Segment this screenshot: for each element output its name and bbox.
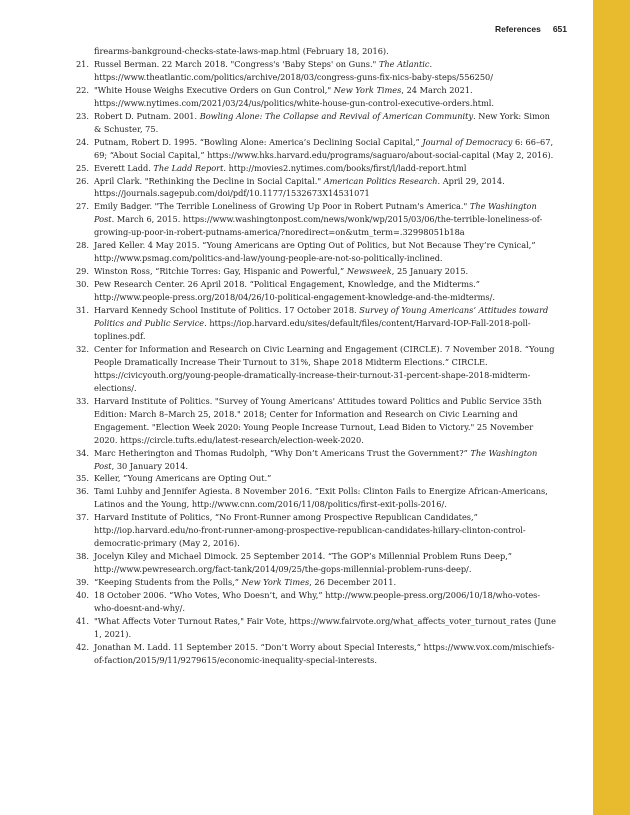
reference-text-tail: . New York: Simon & Schuster, 75.: [94, 110, 550, 134]
reference-text: Robert D. Putnam. 2001.: [94, 110, 200, 121]
reference-italic-title: Newsweek: [346, 266, 392, 277]
reference-text: Harvard Institute of Politics, “No Front-Runner among Prospective Republican Candidates,” http://iop.harvard.edu/no-front-runner-among-prospective-republican-candidates-hillary-clinton-control-democratic-primary (May 2, 2016).: [94, 512, 526, 549]
reference-italic-title: The Washington Post: [94, 447, 538, 471]
reference-italic-title: The Washington Post: [94, 201, 537, 225]
reference-text: Everett Ladd.: [94, 162, 154, 173]
reference-text: Jocelyn Kiley and Michael Dimock. 25 September 2014. “The GOP’s Millennial Problem Runs Deep,” http://www.pewresearch.org/fact-tank/2014/09/25/the-gops-millennial-problem-runs-deep/.: [94, 551, 512, 575]
reference-number: 28.: [75, 240, 89, 251]
reference-number: 23.: [75, 110, 89, 121]
reference-number: 39.: [75, 577, 89, 588]
reference-number: 27.: [75, 201, 89, 212]
reference-number: 38.: [75, 551, 89, 562]
reference-item: [70, 589, 556, 615]
reference-number: 25.: [75, 162, 89, 173]
reference-number: 26.: [75, 175, 89, 186]
reference-text: Jonathan M. Ladd. 11 September 2015. “Don’t Worry about Special Interests,” https://www.vox.com/mischiefs-of-faction/2015/9/11/9279615/economic-inequality-special-interests.: [94, 641, 555, 665]
reference-text: Winston Ross, “Ritchie Torres: Gay, Hispanic and Powerful,”: [94, 266, 347, 277]
reference-italic-title: The Atlantic: [378, 58, 430, 69]
reference-number: 21.: [75, 58, 89, 69]
reference-text: Keller, “Young Americans are Opting Out.”: [94, 473, 272, 484]
reference-item: [70, 472, 556, 485]
reference-item: [70, 550, 556, 576]
reference-item: [70, 485, 556, 511]
reference-item: [70, 162, 556, 175]
reference-italic-title: The Ladd Report: [153, 162, 224, 173]
reference-item: [70, 615, 556, 641]
reference-text: 18 October 2006. “Who Votes, Who Doesn’t, and Why,” http://www.people-press.org/2006/10/18/who-votes-who-doesnt-and-why/.: [94, 590, 541, 613]
reference-item: [70, 58, 556, 84]
reference-text: Marc Hetherington and Thomas Rudolph, “Why Don’t Americans Trust the Government?”: [94, 447, 471, 458]
reference-text: “Keeping Students from the Polls,”: [94, 577, 242, 588]
page-number: 651: [552, 24, 567, 34]
reference-text: April Clark. "Rethinking the Decline in Social Capital.": [94, 175, 324, 186]
reference-number: 22.: [75, 84, 89, 95]
reference-text-tail: . https://www.theatlantic.com/politics/archive/2018/03/congress-guns-fix-nics-baby-steps/556250/: [94, 58, 494, 82]
reference-text: "White House Weighs Executive Orders on Gun Control,": [94, 84, 334, 95]
reference-number: 35.: [75, 473, 89, 484]
reference-item: [70, 175, 556, 201]
reference-number: 32.: [75, 343, 89, 354]
reference-text: Center for Information and Research on Civic Learning and Engagement (CIRCLE). 7 November 2018. “Young People Dramatically Increase Their Turnout to 31%, Shape 2018 Midterm Elections.” CIRCLE. https://civicyouth.org/young-people-dramatically-increase-their-turnout-31-percent-shape-2018-midterm-elections/.: [94, 343, 555, 393]
reference-list: [70, 45, 556, 667]
reference-item: [70, 641, 556, 667]
reference-text-tail: , 25 January 2015.: [391, 266, 469, 277]
reference-italic-title: Bowling Alone: The Collapse and Revival of American Community: [199, 110, 474, 121]
running-header: [495, 24, 567, 34]
reference-text-tail: , 26 December 2011.: [309, 577, 397, 588]
reference-number: 24.: [75, 136, 89, 147]
reference-item: [70, 304, 556, 343]
reference-italic-title: New York Times: [241, 577, 310, 588]
reference-item: [70, 511, 556, 550]
reference-text-tail: , 30 January 2014.: [111, 460, 189, 471]
reference-italic-title: American Politics Research: [323, 175, 438, 186]
reference-item: [70, 447, 556, 473]
reference-text-tail: 6: 66–67, 69; “About Social Capital,” https://www.hks.harvard.edu/programs/saguaro/about-social-capital (May 2, 2016).: [94, 136, 554, 160]
reference-text: Harvard Institute of Politics. "Survey of Young Americans' Attitudes toward Politics and Public Service 35th Edition: March 8–March 25, 2018." 2018; Center for Information and Research on Civic Learning and Engagement. "Election Week 2020: Young People Increase Turnout, Lead Biden to Victory." 25 November 2020. https://circle.tufts.edu/latest-research/election-week-2020.: [94, 395, 542, 445]
reference-number: 37.: [75, 512, 89, 523]
reference-text: Tami Luhby and Jennifer Agiesta. 8 November 2016. “Exit Polls: Clinton Fails to Energize African-Americans, Latinos and the Young, http://www.cnn.com/2016/11/08/politics/first-exit-polls-2016/.: [94, 486, 548, 510]
reference-text-tail: . https://iop.harvard.edu/sites/default/files/content/Harvard-IOP-Fall-2018-poll-toplines.pdf.: [94, 318, 531, 341]
reference-text: Emily Badger. "The Terrible Loneliness of Growing Up Poor in Robert Putnam's America.": [94, 201, 470, 212]
reference-text: Jared Keller. 4 May 2015. “Young Americans are Opting Out of Politics, but Not Because They’re Cynical,” http://www.psmag.com/politics-and-law/young-people-are-not-so-politically-inclined.: [94, 240, 536, 264]
reference-italic-title: Survey of Young Americans’ Attitudes toward Politics and Public Service: [94, 305, 549, 329]
reference-text: Harvard Kennedy School Institute of Politics. 17 October 2018.: [94, 305, 360, 316]
reference-italic-title: New York Times: [333, 84, 402, 95]
reference-number: 34.: [75, 447, 89, 458]
reference-item: [70, 265, 556, 278]
reference-item: [70, 136, 556, 162]
reference-item: [70, 576, 556, 589]
reference-item: [70, 395, 556, 447]
reference-text: Putnam, Robert D. 1995. “Bowling Alone: America’s Declining Social Capital,”: [94, 136, 423, 147]
reference-text-tail: . March 6, 2015. https://www.washingtonpost.com/news/wonk/wp/2015/03/06/the-terrible-loneliness-of-growing-up-poor-in-robert-putnams-america/?noredirect=on&utm_term=.32998051b18a: [94, 214, 543, 238]
reference-text: Pew Research Center. 26 April 2018. “Political Engagement, Knowledge, and the Midterms.” http://www.people-press.org/2018/04/26/10-political-engagement-knowledge-and-the-midterms/.: [94, 279, 495, 303]
reference-text: Russel Berman. 22 March 2018. "Congress's 'Baby Steps' on Guns.": [94, 58, 379, 69]
reference-item: [70, 84, 556, 110]
reference-item: [70, 239, 556, 265]
page-edge-color-band: [593, 0, 630, 815]
reference-item: [70, 200, 556, 239]
reference-item: [70, 343, 556, 395]
reference-italic-title: Journal of Democracy: [422, 136, 513, 147]
reference-text-tail: . April 29, 2014. https://journals.sagepub.com/doi/pdf/10.1177/1532673X14531071: [94, 175, 505, 199]
reference-number: 40.: [75, 590, 89, 601]
reference-number: 33.: [75, 395, 89, 406]
reference-number: 31.: [75, 305, 89, 316]
reference-continuation: firearms-bankground-checks-state-laws-map.html (February 18, 2016).: [94, 46, 389, 56]
reference-item: [70, 278, 556, 304]
section-title: References: [494, 24, 541, 34]
reference-text-tail: , 24 March 2021. https://www.nytimes.com/2021/03/24/us/politics/white-house-gun-control-executive-orders.html.: [94, 84, 494, 108]
reference-number: 30.: [75, 279, 89, 290]
reference-text: "What Affects Voter Turnout Rates," Fair Vote, https://www.fairvote.org/what_affects_voter_turnout_rates (June 1, 2021).: [94, 615, 556, 639]
reference-text-tail: . http://movies2.nytimes.com/books/first/l/ladd-report.html: [223, 162, 467, 173]
reference-item: [70, 110, 556, 136]
reference-number: 41.: [75, 615, 89, 626]
reference-number: 42.: [75, 641, 89, 652]
reference-number: 36.: [75, 486, 89, 497]
reference-number: 29.: [75, 266, 89, 277]
